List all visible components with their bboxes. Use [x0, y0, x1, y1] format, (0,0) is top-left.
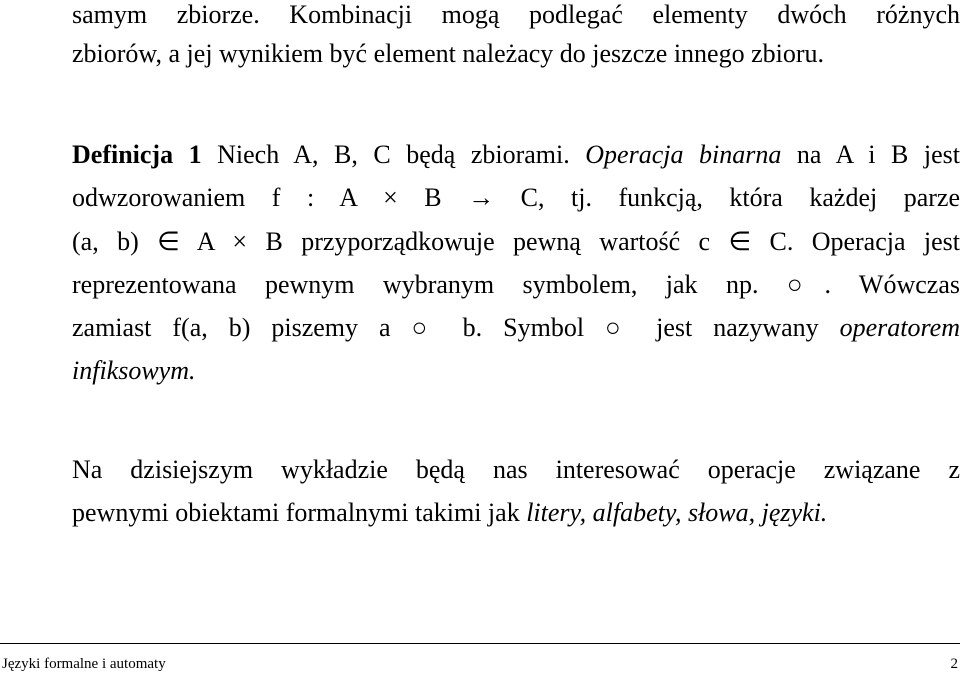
footer-divider: [0, 643, 960, 644]
defined-term-operator: operatorem: [839, 313, 960, 342]
closing-line-1: Na dzisiejszym wykładzie będą nas interesować operacje związane z: [72, 455, 960, 484]
defined-term-binary-operation: Operacja binarna: [585, 140, 782, 169]
definition-line-5: [72, 313, 960, 343]
definition-line-2: odwzorowaniem f : A × B → C, tj. funkcją, która każdej parze: [72, 183, 960, 212]
defined-term-infix: infiksowym.: [72, 356, 196, 385]
definition-line-4: reprezentowana pewnym wybranym symbolem, jak np. ○. Wówczas: [72, 270, 960, 299]
page-number: 2: [950, 656, 958, 672]
closing-line-2: [72, 498, 827, 528]
definition-line-1: [72, 140, 960, 170]
definition-line-3: (a, b) ∈ A × B przyporządkowuje pewną wartość c ∈ C. Operacja jest: [72, 227, 960, 256]
definition-line-6: [72, 356, 196, 386]
definition-text: zamiast f(a, b) piszemy a ○ b. Symbol ○ jest nazywany: [72, 313, 819, 342]
definition-heading: Definicja 1: [72, 140, 202, 169]
definition-text: na A i B jest: [796, 140, 960, 169]
footer-title: Języki formalne i automaty: [2, 656, 166, 672]
intro-line-2: zbiorów, a jej wynikiem być element należacy do jeszcze innego zbioru.: [72, 39, 825, 68]
intro-line-1: samym zbiorze. Kombinacji mogą podlegać elementy dwóch różnych: [72, 0, 960, 29]
emphasized-terms: litery, alfabety, słowa, języki.: [526, 498, 828, 527]
definition-text: Niech A, B, C będą zbiorami.: [217, 140, 570, 169]
closing-text: pewnymi obiektami formalnymi takimi jak: [72, 498, 520, 527]
